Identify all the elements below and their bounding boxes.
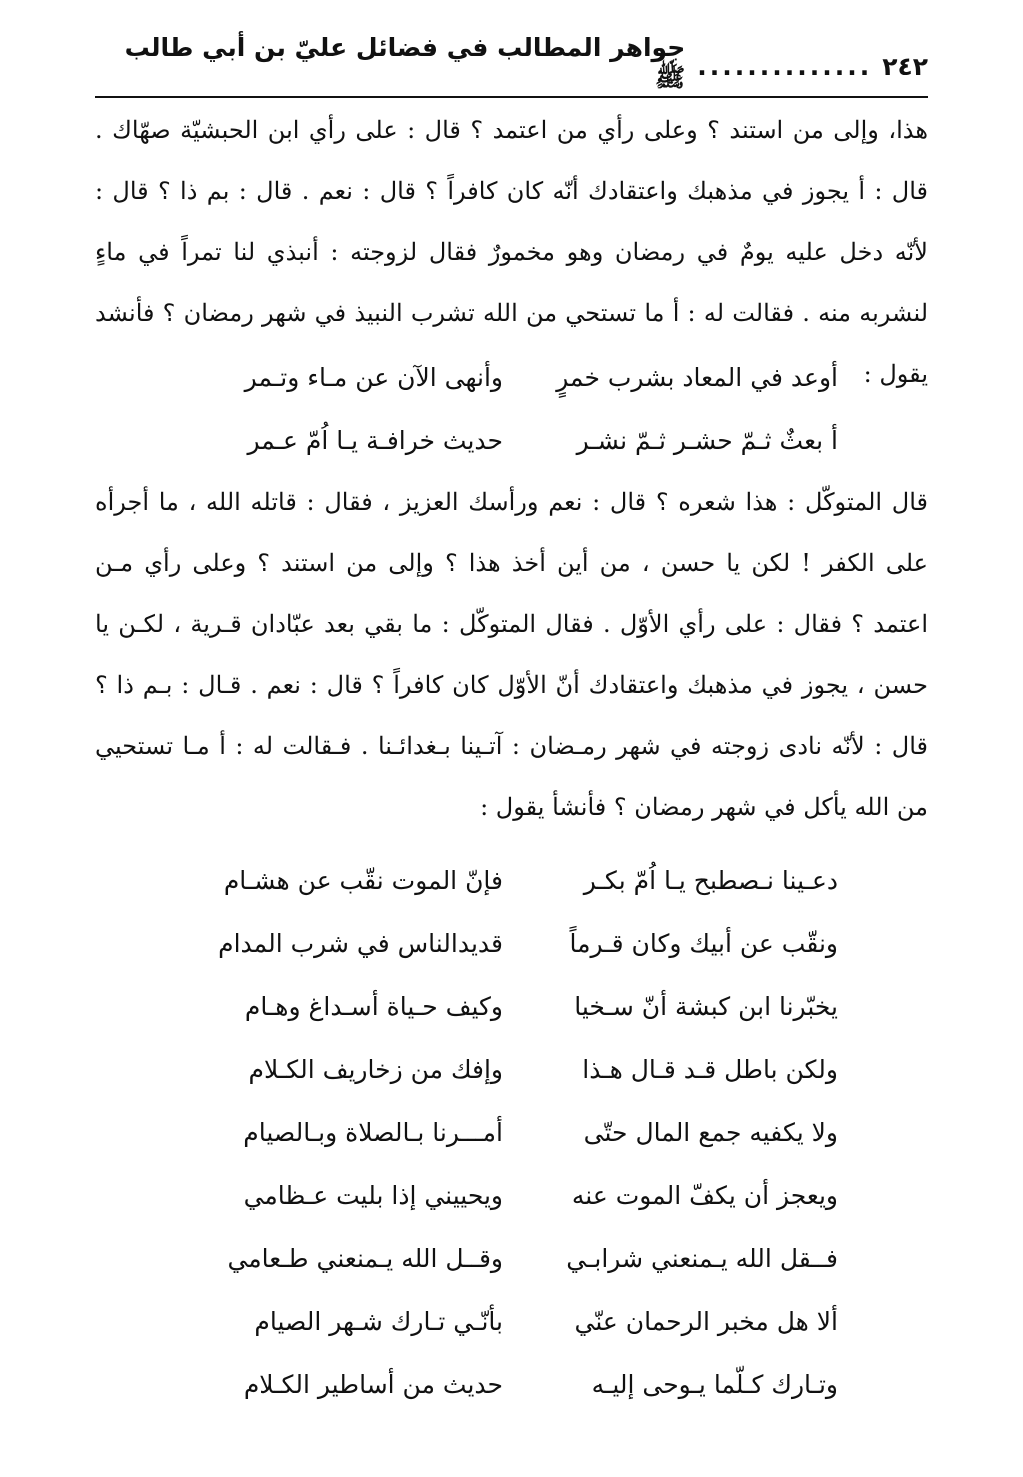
verse-line [95, 1290, 928, 1353]
verse-first-hemistich: أ بعثٌ ثـمّ حشـر ثـمّ نشـر [576, 426, 838, 455]
verse-second-hemistich: ويحييني إذا بليت عـظامي [243, 1181, 503, 1210]
verse-second-hemistich: قديدالناس في شرب المدام [218, 929, 503, 958]
verse-second-hemistich: حديث من أساطير الكـلام [243, 1370, 503, 1399]
verse-first-hemistich: يخبّرنا ابن كبشة أنّ سـخيا [574, 992, 838, 1021]
paragraph-2: قال المتوكّل : هذا شعره ؟ قال : نعم ورأسك العزيز ، فقال : قاتله الله ، ما أجرأه على الكفر ! لكن يا حسن ، من أين أخذ هذا ؟ وإلى من استند ؟ وعلى رأي مـن اعتمد ؟ فقال : على رأي الأوّل . فقال المتوكّل : ما بقي بعد عبّادان قـرية ، لكـن يا حسن ، يجوز في مذهبك واعتقادك أنّ الأوّل كان كافراً ؟ قال : نعم . قـال : بـم ذا ؟ قال : لأنّه نادى زوجته في شهر رمـضان : آتـينا بـغدائـنا . فـقالت له : أ مـا تستحيي من الله يأكل في شهر رمضان ؟ فأنشأ يقول : [95, 488, 928, 821]
verse-first-hemistich: دعـينا نـصطبح يـا اُمّ بكـر [583, 866, 838, 895]
verse-first-hemistich: ألا هل مخبر الرحمان عنّي [574, 1307, 838, 1336]
header-dot-leader: .............. [697, 51, 873, 81]
verse-line [95, 346, 928, 409]
verse-second-hemistich: بأنّـي تـارك شـهر الصيام [254, 1307, 503, 1336]
verse-line [95, 1353, 928, 1416]
verse-second-hemistich: وإفك من زخاريف الكـلام [248, 1055, 503, 1084]
verse-second-hemistich: فإنّ الموت نقّب عن هشـام [223, 866, 503, 895]
verse-line [95, 1101, 928, 1164]
poem-1 [95, 346, 928, 472]
verse-first-hemistich: أوعد في المعاد بشرب خمرٍ [556, 363, 838, 392]
verse-first-hemistich: ويعجز أن يكفّ الموت عنه [571, 1181, 838, 1210]
header-rule [95, 96, 928, 98]
verse-second-hemistich: أمـــرنا بـالصلاة وبـالصيام [243, 1118, 503, 1147]
verse-second-hemistich: وأنهى الآن عن مـاء وتـمر [244, 363, 503, 392]
page-number: ٢٤٢ [882, 51, 928, 81]
verse-first-hemistich: فــقل الله يـمنعني شرابـي [566, 1244, 838, 1273]
paragraph-1: هذا، وإلى من استند ؟ وعلى رأي من اعتمد ؟ قال : على رأي ابن الحبشيّة صهّاك . قال : أ يجوز في مذهبك واعتقادك أنّه كان كافراً ؟ قال : نعم . قال : بم ذا ؟ قال : لأنّه دخل عليه يومٌ في رمضان وهو مخمورٌ فقال لزوجته : أنبذي لنا تمراً في ماءٍ لنشربه منه . فقالت له : أ ما تستحي من الله تشرب النبيذ في شهر رمضان ؟ فأنشد يقول : [95, 116, 929, 388]
verse-first-hemistich: ولكن باطل قـد قـال هـذا [582, 1055, 838, 1084]
verse-line [95, 1164, 928, 1227]
verse-second-hemistich: وقــل الله يـمنعني طـعامي [227, 1244, 503, 1273]
book-title: جواهر المطالب في فضائل عليّ بن أبي طالب ﷺ [124, 33, 686, 92]
running-header [95, 33, 928, 92]
verse-line [95, 1227, 928, 1290]
verse-line [95, 849, 928, 912]
verse-second-hemistich: حديث خرافـة يـا اُمّ عـمر [247, 426, 503, 455]
verse-first-hemistich: ولا يكفيه جمع المال حتّى [583, 1118, 838, 1147]
verse-line [95, 975, 928, 1038]
verse-line [95, 1038, 928, 1101]
verse-first-hemistich: وتـارك كـلّما يـوحى إليـه [591, 1370, 838, 1399]
verse-line [95, 409, 928, 472]
poem-2 [95, 849, 928, 1416]
verse-line [95, 912, 928, 975]
verse-second-hemistich: وكيف حـياة أسـداغ وهـام [244, 992, 503, 1021]
verse-first-hemistich: ونقّب عن أبيك وكان قـرماً [569, 929, 838, 958]
prose-block-2 [95, 472, 928, 838]
